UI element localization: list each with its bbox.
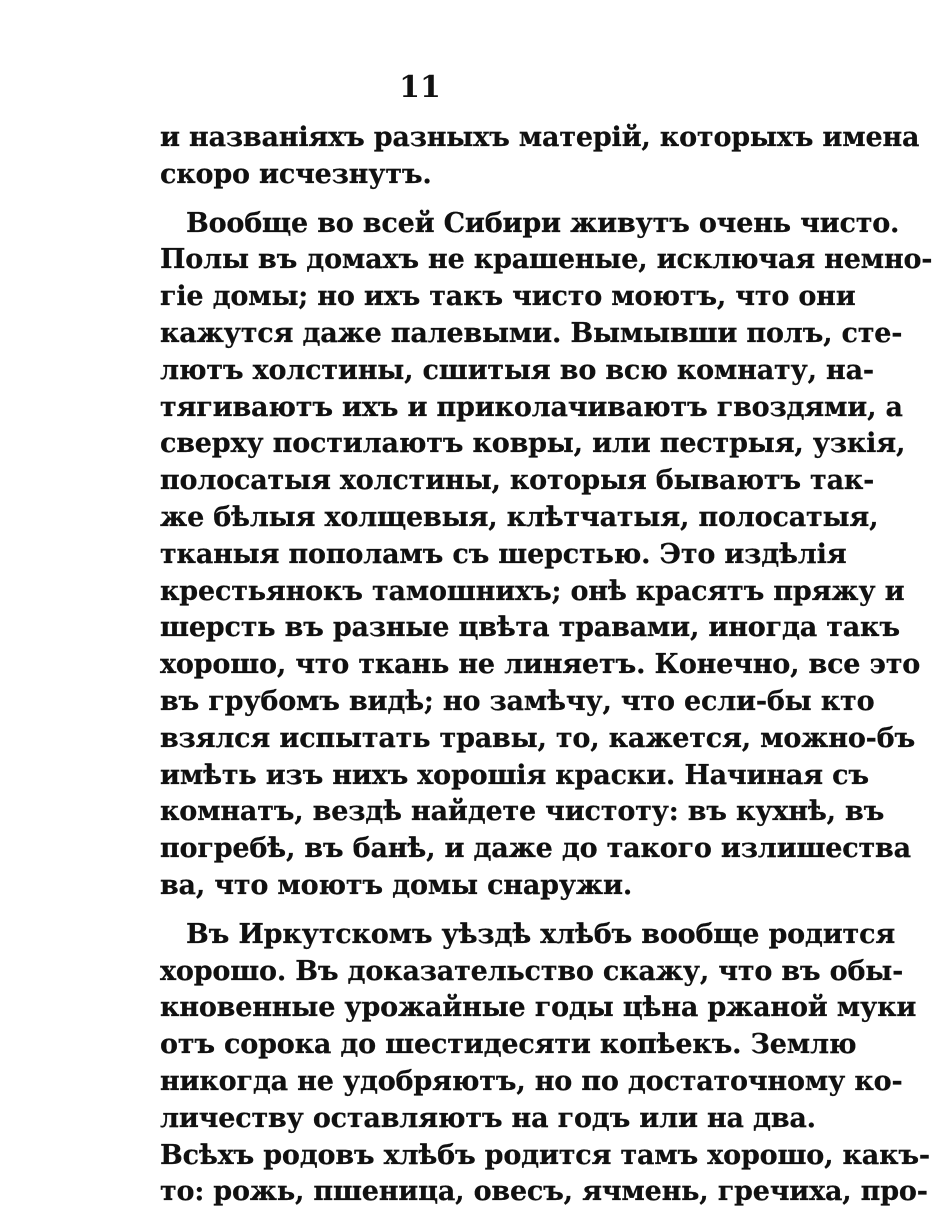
text-line: тягиваютъ ихъ и приколачиваютъ гвоздями, а [160, 391, 903, 423]
page-text [160, 120, 932, 1211]
text-line: имѣть изъ нихъ хорошія краски. Начиная съ [160, 759, 869, 791]
text-line: скоро исчезнутъ. [160, 158, 432, 190]
text-line: кажутся даже палевыми. Вымывши полъ, сте- [160, 317, 903, 349]
text-line: Всѣхъ родовъ хлѣбъ родится тамъ хорошо, какъ- [160, 1139, 930, 1171]
text-line: комнатъ, вездѣ найдете чистоту: въ кухнѣ, въ [160, 796, 885, 828]
text-line: взялся испытать травы, то, кажется, можно-бъ [160, 722, 915, 754]
paragraph-3 [160, 917, 930, 1211]
page-number: 11 [399, 70, 441, 105]
text-line: Въ Иркутскомъ уѣздѣ хлѣбъ вообще родится [186, 918, 896, 950]
text-line: погребѣ, въ банѣ, и даже до такого излишества [160, 833, 911, 865]
text-line: хорошо. Въ доказательство скажу, что въ обы- [160, 955, 904, 987]
text-line: шерсть въ разные цвѣта травами, иногда такъ [160, 612, 900, 644]
text-line: Полы въ домахъ не крашеные, исключая немно- [160, 244, 932, 276]
text-line: Вообще во всей Сибири живутъ очень чисто. [186, 207, 900, 239]
text-line: хорошо, что ткань не линяетъ. Конечно, все это [160, 649, 921, 681]
text-line: никогда не удобряютъ, но по достаточному ко- [160, 1065, 903, 1097]
text-line: лютъ холстины, сшитыя во всю комнату, на- [160, 354, 874, 386]
text-line: кновенные урожайные годы цѣна ржаной муки [160, 992, 917, 1024]
text-line: отъ сорока до шестидесяти копѣекъ. Землю [160, 1029, 857, 1061]
text-line: крестьянокъ тамошнихъ; онѣ красятъ пряжу и [160, 575, 905, 607]
text-line: личеству оставляютъ на годъ или на два. [160, 1102, 816, 1134]
text-line: то: рожь, пшеница, овесъ, ячмень, гречиха, про- [160, 1176, 928, 1208]
text-line: въ грубомъ видѣ; но замѣчу, что если-бы кто [160, 685, 875, 717]
text-line: и названіяхъ разныхъ матерій, которыхъ имена [160, 122, 920, 153]
text-line: же бѣлыя холщевыя, клѣтчатыя, полосатыя, [160, 501, 879, 533]
paragraph-1 [160, 120, 920, 194]
paragraph-gap [160, 905, 730, 917]
paragraph-2 [160, 206, 932, 905]
text-line: тканыя пополамъ съ шерстью. Это издѣлія [160, 538, 847, 570]
paragraph-gap [160, 194, 730, 206]
text-line: гіе домы; но ихъ такъ чисто моютъ, что они [160, 281, 856, 313]
text-line: полосатыя холстины, которыя бываютъ так- [160, 465, 875, 497]
text-line: сверху постилаютъ ковры, или пестрыя, узкія, [160, 428, 906, 460]
text-line: ва, что моютъ домы снаружи. [160, 869, 633, 901]
